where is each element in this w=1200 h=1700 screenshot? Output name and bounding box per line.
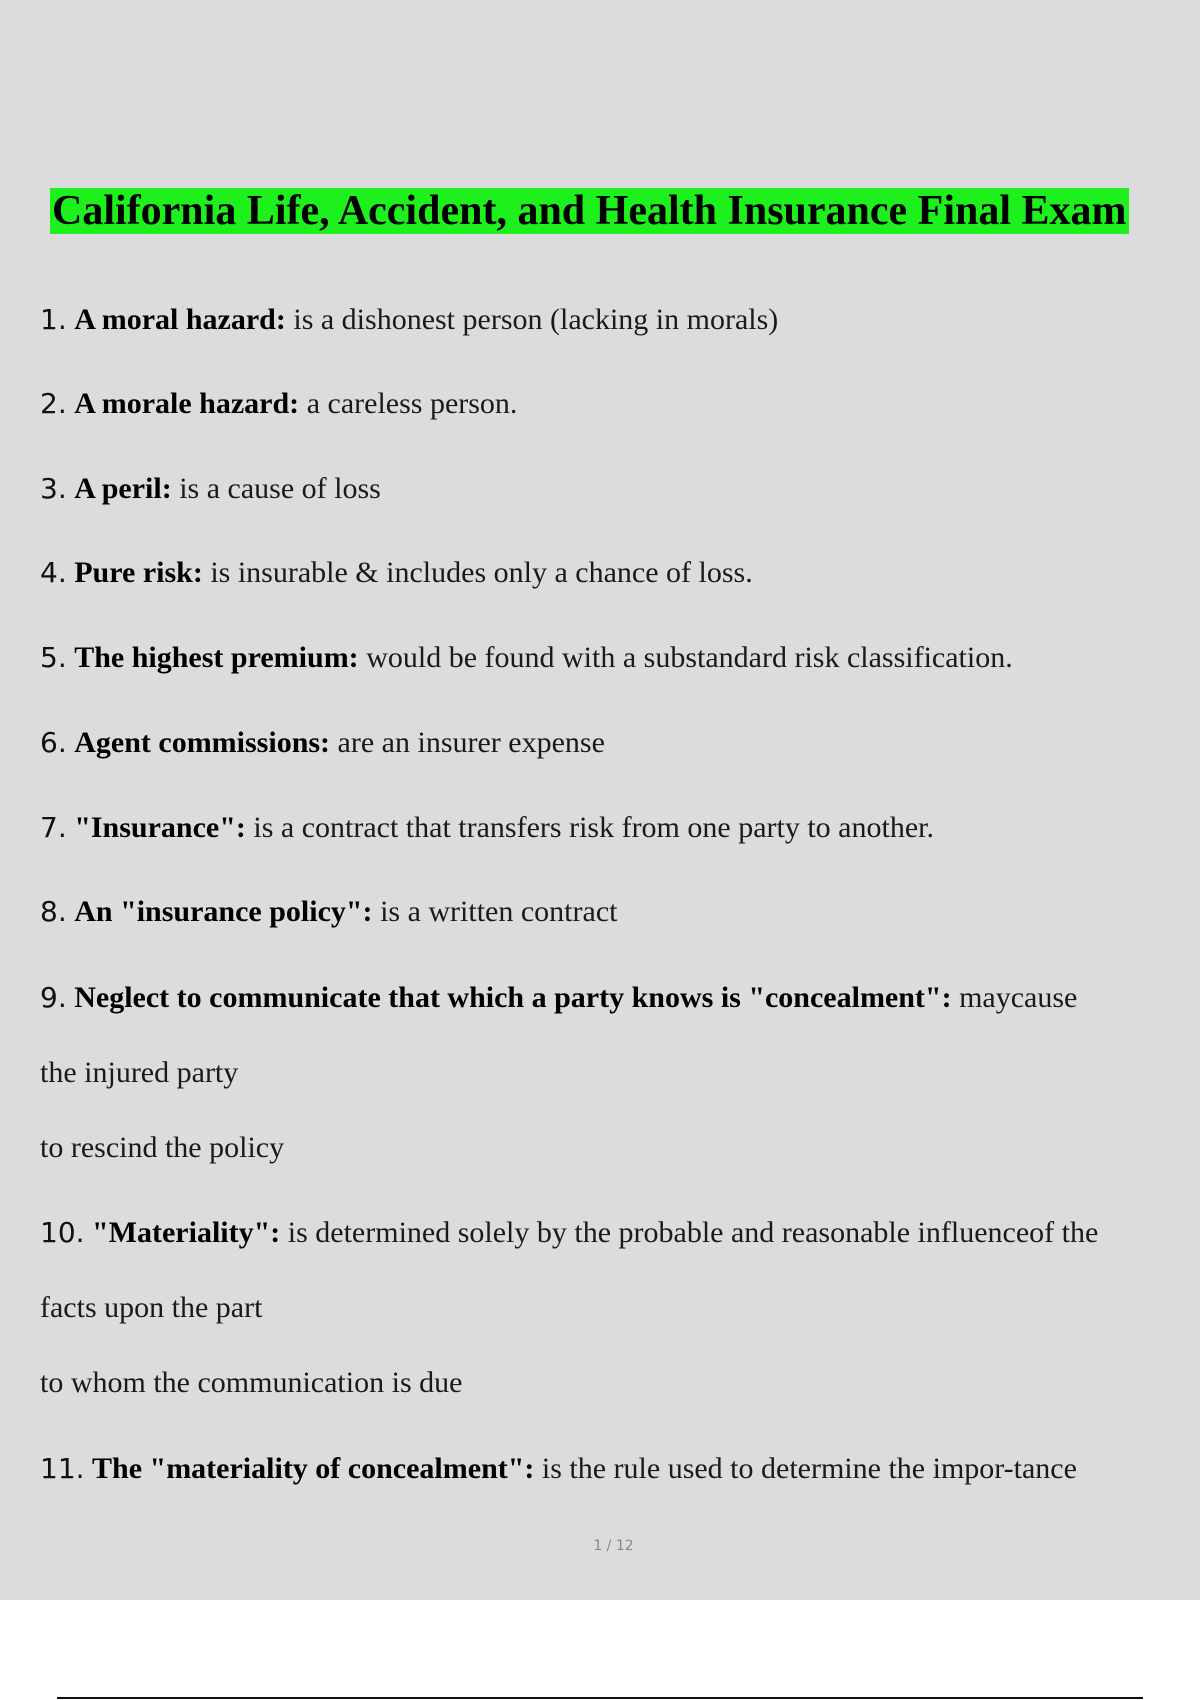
page-divider xyxy=(57,1697,1143,1699)
item-term: "Insurance": xyxy=(74,811,246,844)
item-number: 1. xyxy=(40,303,67,336)
item-definition: would be found with a substandard risk classification. xyxy=(366,641,1013,674)
item-number: 3. xyxy=(40,472,67,505)
item-number: 8. xyxy=(40,895,67,928)
item-definition: a careless person. xyxy=(306,387,518,420)
list-item xyxy=(40,978,1180,1018)
item-definition: is the rule used to determine the impor-tance xyxy=(541,1452,1077,1485)
item-continuation: the injured party xyxy=(40,1056,239,1089)
item-term: The "materiality of concealment": xyxy=(92,1452,535,1485)
item-term: Agent commissions: xyxy=(74,726,331,759)
item-continuation: to whom the communication is due xyxy=(40,1366,463,1399)
title-highlight: California Life, Accident, and Health Insurance Final Exam xyxy=(52,188,1127,234)
item-definition: is determined solely by the probable and reasonable influenceof the xyxy=(287,1216,1099,1249)
item-term: "Materiality": xyxy=(92,1216,281,1249)
item-term: A moral hazard: xyxy=(74,303,286,336)
list-item xyxy=(40,723,1180,763)
item-definition: maycause xyxy=(959,981,1078,1014)
document-title xyxy=(50,186,1185,236)
item-term: Neglect to communicate that which a party knows is "concealment": xyxy=(74,981,952,1014)
item-term: A peril: xyxy=(74,472,172,505)
item-number: 6. xyxy=(40,726,67,759)
list-item xyxy=(40,553,1180,593)
page-indicator: 1 / 12 xyxy=(593,1538,634,1554)
list-item xyxy=(40,1449,1180,1489)
list-item xyxy=(40,892,1180,932)
list-item xyxy=(40,1213,1180,1253)
item-definition: is insurable & includes only a chance of loss. xyxy=(210,556,753,589)
item-definition: is a written contract xyxy=(380,895,618,928)
item-term: A morale hazard: xyxy=(74,387,300,420)
item-number: 11. xyxy=(40,1452,85,1485)
item-number: 2. xyxy=(40,387,67,420)
list-item xyxy=(40,384,1180,424)
item-number: 7. xyxy=(40,811,67,844)
item-continuation: facts upon the part xyxy=(40,1291,263,1324)
item-term: Pure risk: xyxy=(74,556,203,589)
item-definition: is a dishonest person (lacking in morals) xyxy=(293,303,779,336)
item-number: 10. xyxy=(40,1216,85,1249)
item-continuation: to rescind the policy xyxy=(40,1131,285,1164)
list-item xyxy=(40,300,1180,340)
list-item xyxy=(40,808,1180,848)
item-term: An "insurance policy": xyxy=(74,895,373,928)
item-number: 9. xyxy=(40,981,67,1014)
list-item xyxy=(40,469,1180,509)
item-term: The highest premium: xyxy=(74,641,359,674)
item-definition: is a contract that transfers risk from one party to another. xyxy=(253,811,934,844)
item-definition: are an insurer expense xyxy=(337,726,605,759)
item-number: 4. xyxy=(40,556,67,589)
item-definition: is a cause of loss xyxy=(179,472,381,505)
item-number: 5. xyxy=(40,641,67,674)
list-item xyxy=(40,638,1180,678)
